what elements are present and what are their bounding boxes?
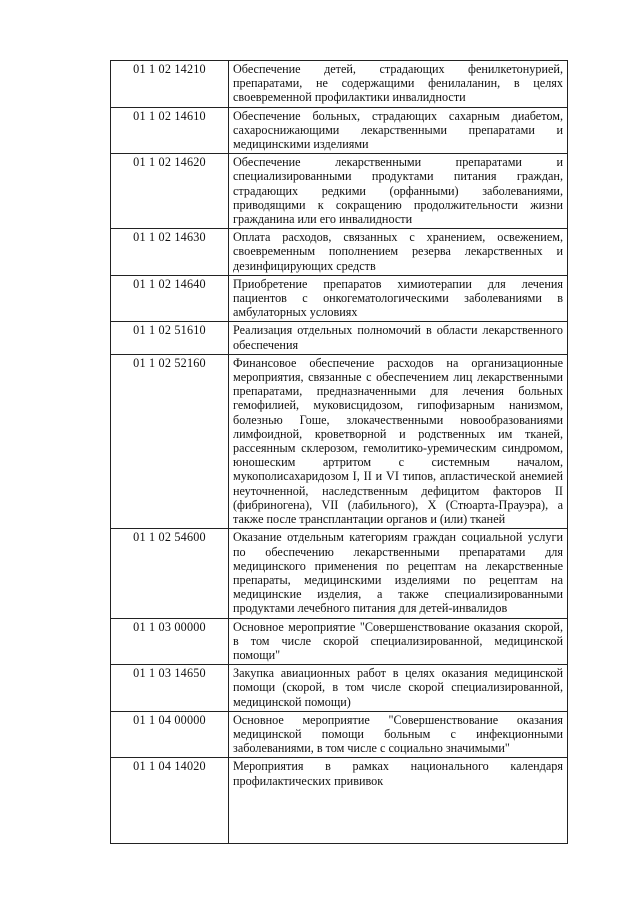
table-row bbox=[111, 758, 568, 844]
row-code: 01 1 02 14640 bbox=[111, 275, 229, 322]
row-code: 01 1 02 14210 bbox=[111, 61, 229, 108]
row-code: 01 1 02 52160 bbox=[111, 354, 229, 528]
table-row bbox=[111, 275, 568, 322]
row-description: Оказание отдельным категориям граждан социальной услуги по обеспечению лекарственными препаратами для медицинского применения по рецептам на лекарственные препараты, медицинскими изделиями по рецептам на медицинские изделия, а также специализированными продуктами лечебного питания для детей-инвалидов bbox=[229, 529, 568, 618]
row-description: Приобретение препаратов химиотерапии для лечения пациентов с онкогематологическими заболеваниями в амбулаторных условиях bbox=[229, 275, 568, 322]
table-row bbox=[111, 711, 568, 758]
row-code: 01 1 04 00000 bbox=[111, 711, 229, 758]
row-code: 01 1 02 14630 bbox=[111, 229, 229, 276]
row-code: 01 1 02 54600 bbox=[111, 529, 229, 618]
row-code: 01 1 03 14650 bbox=[111, 665, 229, 712]
row-code: 01 1 03 00000 bbox=[111, 618, 229, 665]
row-code: 01 1 02 14620 bbox=[111, 154, 229, 229]
budget-classification-table bbox=[110, 60, 568, 844]
table-row bbox=[111, 61, 568, 108]
row-code: 01 1 04 14020 bbox=[111, 758, 229, 844]
row-description: Основное мероприятие "Совершенствование оказания скорой, в том числе скорой специализированной, медицинской помощи" bbox=[229, 618, 568, 665]
row-description: Оплата расходов, связанных с хранением, освежением, своевременным пополнением резерва лекарственных и дезинфицирующих средств bbox=[229, 229, 568, 276]
row-code: 01 1 02 51610 bbox=[111, 322, 229, 354]
table-row bbox=[111, 354, 568, 528]
table-row bbox=[111, 154, 568, 229]
table-row bbox=[111, 107, 568, 154]
row-description: Основное мероприятие "Совершенствование оказания медицинской помощи больным с инфекционными заболеваниями, в том числе с социально значимыми" bbox=[229, 711, 568, 758]
row-description: Закупка авиационных работ в целях оказания медицинской помощи (скорой, в том числе скорой специализированной, медицинской помощи) bbox=[229, 665, 568, 712]
row-description: Мероприятия в рамках национального календаря профилактических прививок bbox=[229, 758, 568, 844]
table-row bbox=[111, 665, 568, 712]
row-code: 01 1 02 14610 bbox=[111, 107, 229, 154]
table-row bbox=[111, 618, 568, 665]
table-row bbox=[111, 229, 568, 276]
row-description: Обеспечение детей, страдающих фенилкетонурией, препаратами, не содержащими фенилаланин, в целях своевременной профилактики инвалидности bbox=[229, 61, 568, 108]
row-description: Обеспечение лекарственными препаратами и специализированными продуктами питания граждан, страдающих редкими (орфанными) заболеваниями, приводящими к сокращению продолжительности жизни гражданина или его инвалидности bbox=[229, 154, 568, 229]
row-description: Реализация отдельных полномочий в области лекарственного обеспечения bbox=[229, 322, 568, 354]
table-row bbox=[111, 529, 568, 618]
row-description: Обеспечение больных, страдающих сахарным диабетом, сахароснижающими лекарственными препаратами и медицинскими изделиями bbox=[229, 107, 568, 154]
table-row bbox=[111, 322, 568, 354]
row-description: Финансовое обеспечение расходов на организационные мероприятия, связанные с обеспечением лиц лекарственными препаратами, предназначенными для лечения больных гемофилией, муковисцидозом, гипофизарным нанизмом, болезнью Гоше, злокачественными новообразованиями лимфоидной, кроветворной и родственных им тканей, рассеянным склерозом, гемолитико-уремическим синдромом, юношеским артритом с системным началом, мукополисахаридозом I, II и VI типов, апластической анемией неуточненной, наследственным дефицитом факторов II (фибриногена), VII (лабильного), X (Стюарта-Прауэра), а также после трансплантации органов и (или) тканей bbox=[229, 354, 568, 528]
